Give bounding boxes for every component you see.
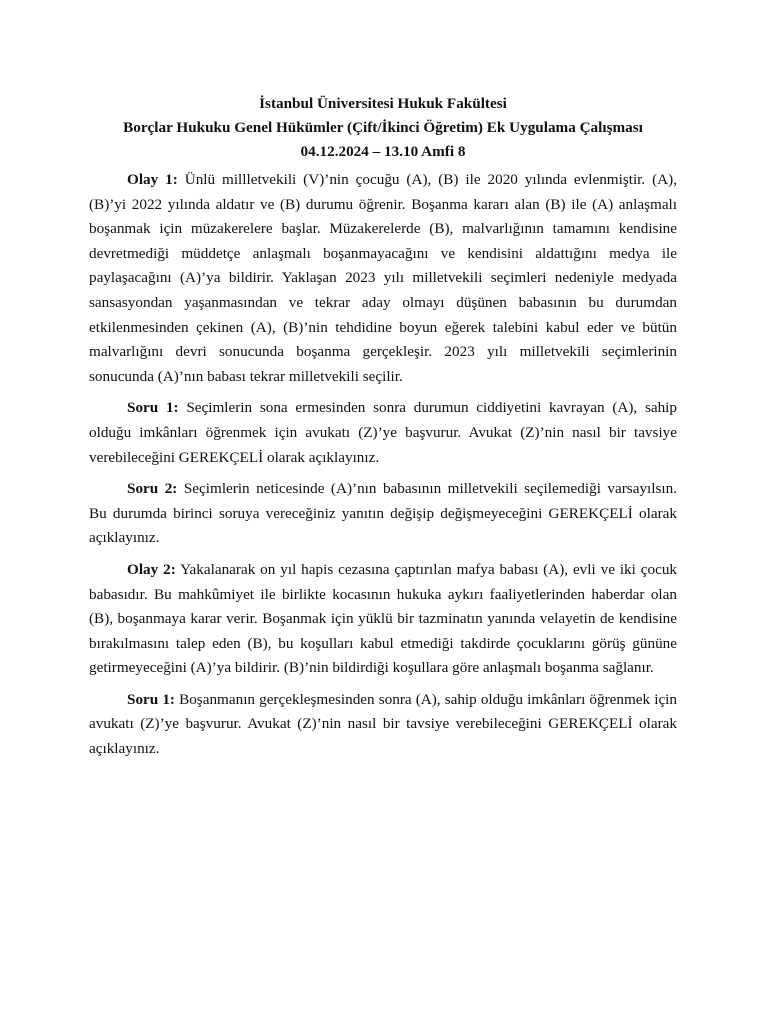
paragraph-olay-2-soru-1 bbox=[89, 688, 677, 762]
document-page bbox=[89, 92, 677, 769]
paragraph-olay-2 bbox=[89, 558, 677, 681]
paragraph-text: Seçimlerin neticesinde (A)’nın babasının milletvekili seçilemediği varsayılsın. Bu durumda birinci soruya vereceğiniz yanıtın değişip değişmeyeceğini GEREKÇELİ olarak açıklayınız. bbox=[89, 480, 677, 547]
session-date-location: 04.12.2024 – 13.10 Amfi 8 bbox=[300, 143, 466, 160]
paragraph-text: Boşanmanın gerçekleşmesinden sonra (A), sahip olduğu imkânları öğrenmek için avukatı (Z)’ye başvurur. Avukat (Z)’nin nasıl bir tavsiye verebileceğini GEREKÇELİ olarak açıklayınız. bbox=[89, 690, 677, 758]
paragraph-lead: Olay 1: bbox=[127, 171, 178, 188]
course-title: Borçlar Hukuku Genel Hükümler (Çift/İkinci Öğretim) Ek Uygulama Çalışması bbox=[123, 119, 643, 136]
paragraph-lead: Soru 2: bbox=[127, 480, 178, 498]
document-header bbox=[89, 92, 677, 164]
paragraph-lead: Olay 2: bbox=[127, 560, 176, 578]
paragraph-lead: Soru 1: bbox=[127, 399, 179, 417]
paragraph-olay-1-soru-2 bbox=[89, 477, 677, 551]
paragraph-text: Yakalanarak on yıl hapis cezasına çaptırılan mafya babası (A), evli ve iki çocuk babasıdır. Bu mahkûmiyet ile birlikte kocasının hukuka aykırı faaliyetlerinden haberdar olan (B), boşanmaya karar verir. Boşanmak için yüklü bir tazminatın yanında velayetin de kendisine bırakılmasını talep eden (B), bu koşulları kabul etmediği takdirde çocuklarını görüş gününe getirmeyeceğini (A)’ya bildirir. (B)’nin bildirdiği koşullara göre anlaşmalı boşanma sağlanır. bbox=[89, 560, 678, 677]
faculty-title: İstanbul Üniversitesi Hukuk Fakültesi bbox=[259, 95, 507, 112]
paragraph-lead: Soru 1: bbox=[127, 690, 175, 708]
paragraph-text: Seçimlerin sona ermesinden sonra durumun ciddiyetini kavrayan (A), sahip olduğu imkânları öğrenmek için avukatı (Z)’ye başvurur. Avukat (Z)’nin nasıl bir tavsiye verebileceğini GEREKÇELİ olarak açıklayınız. bbox=[89, 399, 677, 466]
paragraph-text: Ünlü millletvekili (V)’nin çocuğu (A), (B) ile 2020 yılında evlenmiştir. (A), (B)’yi 2022 yılında aldatır ve (B) durumu öğrenir. Boşanma kararı alan (B) ile (A) anlaşmalı boşanmak için müzakerelere başlar. Müzakerelerde (B), malvarlığının tamamını kendisine devretmediği müddetçe anlaşmalı boşanmayacağını ve kendisini aldattığını medya ile paylaşacağını (A)’ya bildirir. Yaklaşan 2023 yılı milletvekili seçimleri nedeniyle medyada sansasyondan yaşanmasından ve tekrar aday olmayı düşünen babasının bu durumdan etkilenmesinden çekinen (A), (B)’nin tehdidine boyun eğerek talebini kabul eder ve bütün malvarlığını devri sonucunda boşanma gerçekleşir. 2023 yılı milletvekili seçimlerinin sonucunda (A)’nın babası tekrar milletvekili seçilir. bbox=[89, 171, 677, 385]
paragraph-olay-1-soru-1 bbox=[89, 396, 677, 470]
paragraph-olay-1 bbox=[89, 168, 677, 389]
